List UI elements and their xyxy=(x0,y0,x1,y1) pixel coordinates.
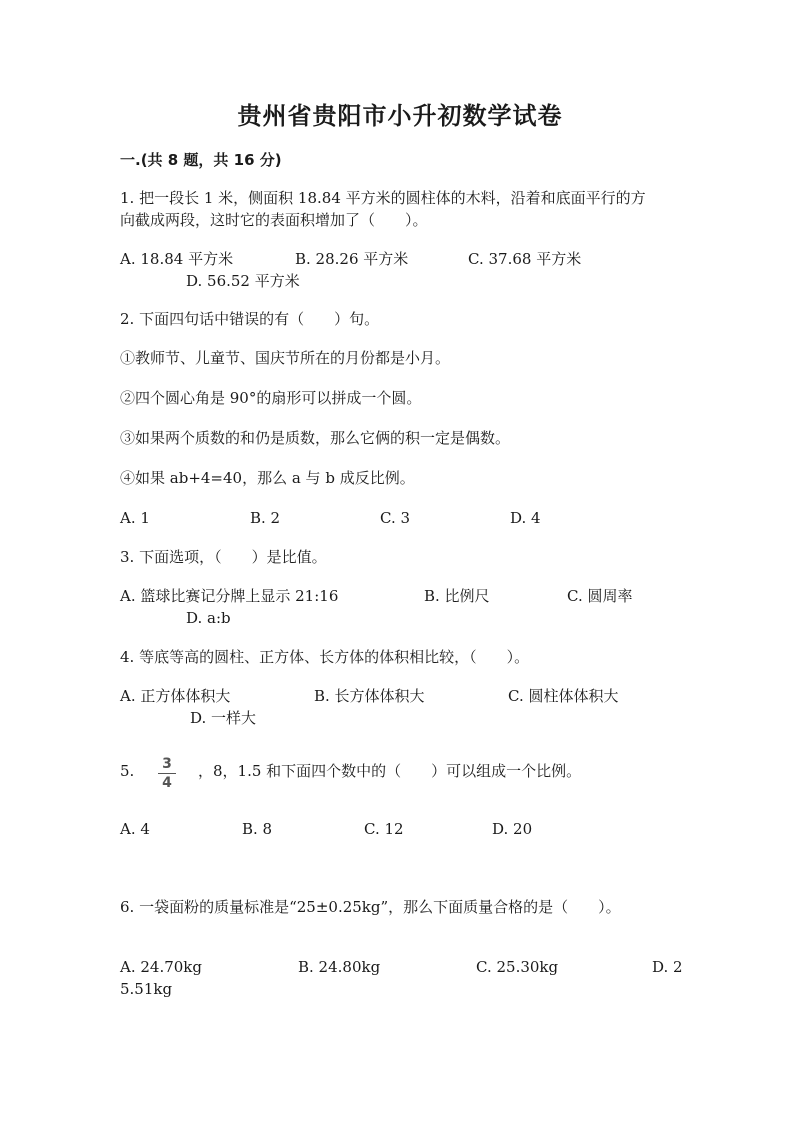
q2-statement-2: ②四个圆心角是 90°的扇形可以拼成一个圆。 xyxy=(120,389,422,407)
q1-option-c: C. 37.68 平方米 xyxy=(468,250,582,268)
q2-stem: 2. 下面四句话中错误的有（ ）句。 xyxy=(120,310,380,328)
q4-stem: 4. 等底等高的圆柱、正方体、长方体的体积相比较，（ ）。 xyxy=(120,648,530,666)
q3-option-c: C. 圆周率 xyxy=(567,587,633,605)
q5-stem: ，8，1.5 和下面四个数中的（ ）可以组成一个比例。 xyxy=(198,762,582,780)
q1-stem-line1: 1. 把一段长 1 米，侧面积 18.84 平方米的圆柱体的木料，沿着和底面平行的方 xyxy=(120,189,646,207)
q3-option-b: B. 比例尺 xyxy=(424,587,490,605)
q6-option-b: B. 24.80kg xyxy=(298,958,381,976)
q1-option-a: A. 18.84 平方米 xyxy=(120,250,234,268)
q2-statement-3: ③如果两个质数的和仍是质数，那么它俩的积一定是偶数。 xyxy=(120,429,511,447)
q6-option-a: A. 24.70kg xyxy=(120,958,203,976)
q5-option-a: A. 4 xyxy=(120,820,150,838)
section-heading: 一.(共 8 题，共 16 分) xyxy=(120,151,282,169)
q5-fraction xyxy=(158,757,176,790)
q6-stem: 6. 一袋面粉的质量标准是“25±0.25kg”，那么下面质量合格的是（ ）。 xyxy=(120,898,621,916)
q1-stem-line2: 向截成两段，这时它的表面积增加了（ ）。 xyxy=(120,211,428,229)
q5-option-c: C. 12 xyxy=(364,820,404,838)
q2-option-a: A. 1 xyxy=(120,509,150,527)
q1-option-b: B. 28.26 平方米 xyxy=(295,250,409,268)
q5-number: 5. xyxy=(120,762,135,780)
q2-option-d: D. 4 xyxy=(510,509,541,527)
q5-fraction-denominator: 4 xyxy=(162,775,172,791)
q2-option-c: C. 3 xyxy=(380,509,411,527)
q5-option-b: B. 8 xyxy=(242,820,273,838)
q2-statement-1: ①教师节、儿童节、国庆节所在的月份都是小月。 xyxy=(120,349,451,367)
q1-option-d: D. 56.52 平方米 xyxy=(186,272,300,290)
q4-option-c: C. 圆柱体体积大 xyxy=(508,687,619,705)
q6-option-d: D. 2 xyxy=(652,958,683,976)
q5-option-d: D. 20 xyxy=(492,820,533,838)
q4-option-d: D. 一样大 xyxy=(190,709,257,727)
q2-option-b: B. 2 xyxy=(250,509,281,527)
q3-option-d: D. a:b xyxy=(186,609,231,627)
q6-option-d-cont: 5.51kg xyxy=(120,980,173,998)
q3-option-a: A. 篮球比赛记分牌上显示 21:16 xyxy=(120,587,339,605)
q3-stem: 3. 下面选项，（ ）是比值。 xyxy=(120,548,327,566)
q5-fraction-numerator: 3 xyxy=(162,756,172,772)
q4-option-a: A. 正方体体积大 xyxy=(120,687,231,705)
q5-fraction-bar xyxy=(158,773,176,774)
page-title: 贵州省贵阳市小升初数学试卷 xyxy=(237,102,563,130)
q2-statement-4: ④如果 ab+4=40，那么 a 与 b 成反比例。 xyxy=(120,469,415,487)
q4-option-b: B. 长方体体积大 xyxy=(314,687,425,705)
q6-option-c: C. 25.30kg xyxy=(476,958,559,976)
